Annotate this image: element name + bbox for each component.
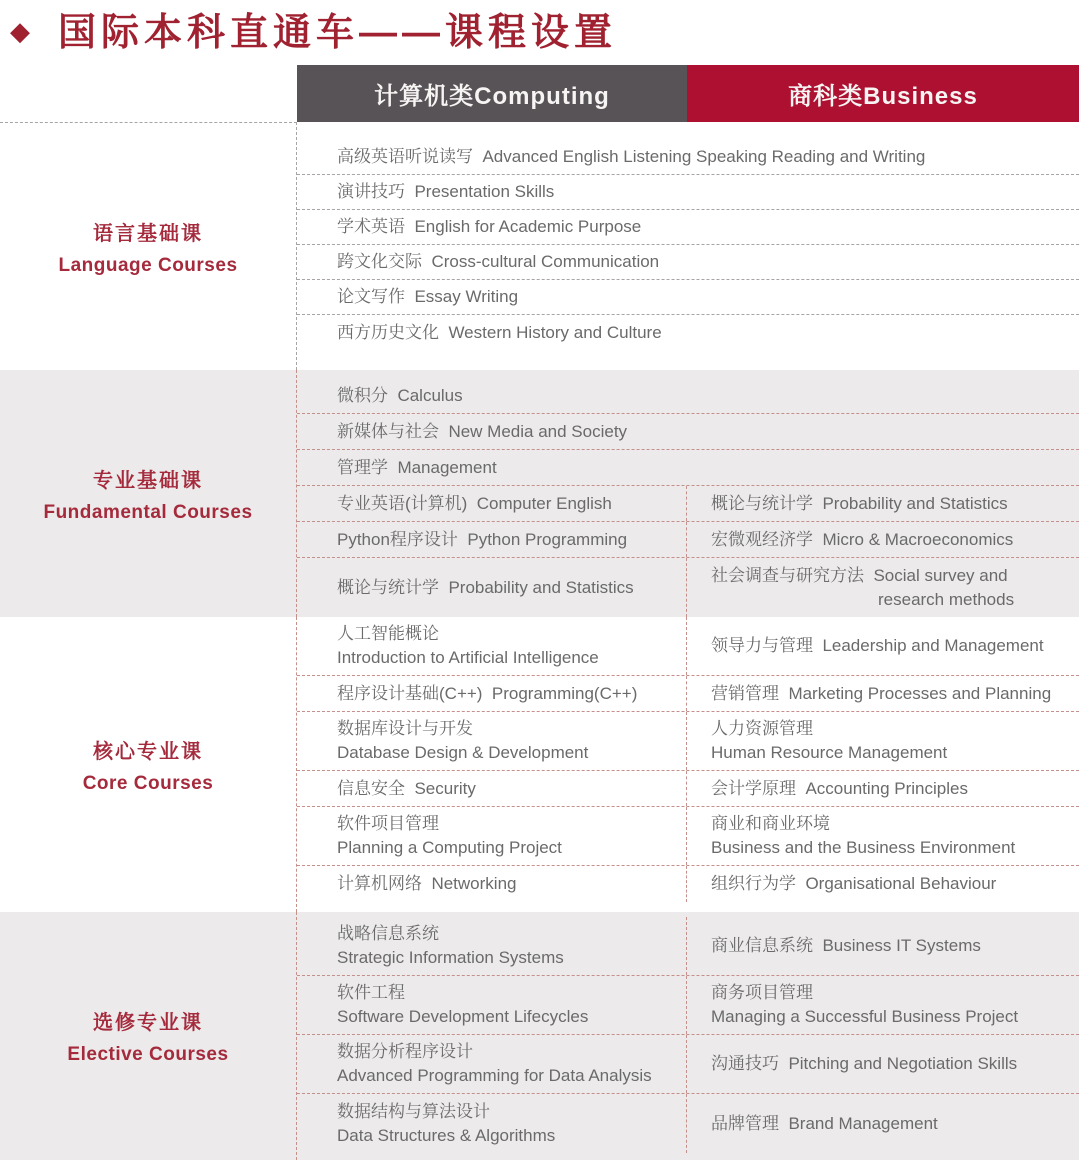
course-cell: [297, 378, 1079, 413]
course-cell: [297, 140, 1079, 174]
course-cell: [687, 676, 1079, 711]
course-cell: [297, 1035, 687, 1093]
section-label-fundamental: [0, 370, 297, 617]
course-text: 学术英语 English for Academic Purpose: [337, 217, 642, 236]
course-text: 数据分析程序设计: [337, 1042, 473, 1061]
course-cell: [297, 676, 687, 711]
course-text: 新媒体与社会 New Media and Society: [337, 421, 628, 441]
table-row: [297, 450, 1079, 486]
course-text: Python程序设计 Python Programming: [337, 529, 628, 549]
course-cell: [297, 807, 687, 865]
table-row: [297, 210, 1079, 245]
course-cell: [297, 315, 1079, 350]
table-row: [297, 558, 1079, 617]
course-text: 微积分 Calculus: [337, 385, 463, 405]
course-text: Advanced Programming for Data Analysis: [337, 1066, 652, 1085]
course-text: 软件工程: [337, 983, 405, 1002]
course-text: 计算机网络 Networking: [337, 874, 517, 893]
course-cell: [297, 558, 687, 617]
course-text: Human Resource Management: [711, 743, 948, 762]
section-rows: [297, 370, 1079, 617]
table-row: [297, 976, 1079, 1035]
course-text: 信息安全 Security: [337, 778, 476, 798]
section-rows: [297, 617, 1079, 912]
section-core: [0, 617, 1079, 912]
course-cell: [687, 486, 1079, 521]
section-language: [0, 122, 1079, 370]
course-cell: [687, 558, 1079, 617]
course-text: 领导力与管理 Leadership and Management: [711, 636, 1044, 655]
course-text: Introduction to Artificial Intelligence: [337, 648, 599, 667]
section-label-en: Core Courses: [82, 772, 214, 794]
table-row: [297, 807, 1079, 866]
course-text: 高级英语听说读写 Advanced English Listening Speaking Reading and Writing: [337, 147, 926, 166]
course-cell: [297, 450, 1079, 485]
column-header-business: 商科类Business: [687, 65, 1079, 122]
table-row: [297, 866, 1079, 902]
table-row: [297, 486, 1079, 522]
course-cell: [687, 712, 1079, 770]
section-label-zh: 核心专业课: [93, 740, 203, 763]
course-cell: [297, 866, 687, 902]
section-label-en: Language Courses: [58, 254, 238, 276]
course-text: Database Design & Development: [337, 743, 589, 762]
course-cell: [297, 976, 687, 1034]
course-text: 会计学原理 Accounting Principles: [711, 778, 968, 798]
course-cell: [297, 414, 1079, 449]
course-text: 营销管理 Marketing Processes and Planning: [711, 683, 1052, 703]
course-cell: [687, 917, 1079, 975]
course-text: 沟通技巧 Pitching and Negotiation Skills: [711, 1054, 1018, 1073]
course-cell: [687, 807, 1079, 865]
course-cell: [297, 617, 687, 675]
section-label-en: Fundamental Courses: [43, 501, 253, 523]
course-text: 演讲技巧 Presentation Skills: [337, 182, 555, 201]
course-text: 专业英语(计算机) Computer English: [337, 493, 612, 513]
course-text: 论文写作 Essay Writing: [337, 287, 519, 306]
course-text: 软件项目管理: [337, 814, 439, 833]
course-text: 管理学 Management: [337, 457, 497, 477]
course-text: 概论与统计学 Probability and Statistics: [337, 577, 634, 597]
table-row: [297, 378, 1079, 414]
course-text: 概论与统计学 Probability and Statistics: [711, 493, 1008, 513]
course-cell: [297, 175, 1079, 209]
course-cell: [687, 976, 1079, 1034]
course-text: 商业信息系统 Business IT Systems: [711, 936, 981, 955]
table-row: [297, 676, 1079, 712]
course-text: Managing a Successful Business Project: [711, 1007, 1019, 1026]
table-row: [297, 245, 1079, 280]
section-label-language: [0, 122, 297, 370]
course-cell: [297, 486, 687, 521]
course-text: 品牌管理 Brand Management: [711, 1113, 938, 1133]
course-text: 程序设计基础(C++) Programming(C++): [337, 683, 638, 703]
course-cell: [297, 917, 687, 975]
course-cell: [687, 1094, 1079, 1153]
section-label-zh: 选修专业课: [93, 1012, 203, 1034]
section-label-elective: [0, 912, 297, 1160]
course-text: 人工智能概论: [337, 624, 439, 643]
course-text: 数据库设计与开发: [337, 719, 473, 738]
page-title: 国际本科直通车——课程设置: [58, 11, 618, 54]
table-row: [297, 175, 1079, 210]
course-text: 人力资源管理: [711, 719, 813, 738]
table-row: [297, 1035, 1079, 1094]
diamond-bullet-icon: ◆: [10, 15, 30, 46]
course-cell: [297, 771, 687, 806]
table-body: [0, 122, 1079, 1160]
course-text: 数据结构与算法设计: [337, 1101, 490, 1121]
section-rows: [297, 912, 1079, 1160]
course-text: 社会调查与研究方法 Social survey and: [711, 565, 1008, 585]
section-fundamental: [0, 370, 1079, 617]
table-row: [297, 414, 1079, 450]
table-row: [297, 522, 1079, 558]
course-text: 商务项目管理: [711, 983, 813, 1002]
section-label-zh: 专业基础课: [93, 469, 203, 492]
column-header-computing: 计算机类Computing: [297, 65, 687, 122]
course-text: Strategic Information Systems: [337, 948, 564, 967]
course-cell: [297, 522, 687, 557]
section-label-en: Elective Courses: [67, 1044, 229, 1065]
course-text: 西方历史文化 Western History and Culture: [337, 322, 662, 342]
course-text: research methods: [878, 589, 1015, 609]
course-text: 战略信息系统: [337, 924, 439, 943]
course-cell: [687, 522, 1079, 557]
table-row: [297, 712, 1079, 771]
course-text: Business and the Business Environment: [711, 838, 1016, 857]
course-text: 跨文化交际 Cross-cultural Communication: [337, 252, 660, 271]
course-cell: [297, 245, 1079, 279]
section-label-zh: 语言基础课: [93, 222, 203, 245]
section-elective: [0, 912, 1079, 1160]
course-text: 商业和商业环境: [711, 814, 830, 833]
table-row: [297, 917, 1079, 976]
course-text: 组织行为学 Organisational Behaviour: [711, 874, 997, 893]
table-row: [297, 771, 1079, 807]
course-cell: [687, 771, 1079, 806]
table-row: [297, 140, 1079, 175]
page-title-row: [0, 0, 1079, 65]
table-row: [297, 617, 1079, 676]
course-cell: [297, 280, 1079, 314]
course-cell: [687, 1035, 1079, 1093]
table-row: [297, 280, 1079, 315]
table-row: [297, 315, 1079, 350]
course-text: 宏微观经济学 Micro & Macroeconomics: [711, 529, 1014, 549]
section-rows: [297, 122, 1079, 370]
course-cell: [687, 866, 1079, 902]
course-cell: [297, 210, 1079, 244]
section-label-core: [0, 617, 297, 912]
course-text: Planning a Computing Project: [337, 838, 562, 857]
course-cell: [297, 712, 687, 770]
table-header-row: [297, 65, 1079, 122]
course-cell: [297, 1094, 687, 1153]
course-cell: [687, 617, 1079, 675]
table-row: [297, 1094, 1079, 1153]
course-text: Data Structures & Algorithms: [337, 1125, 556, 1145]
course-text: Software Development Lifecycles: [337, 1007, 589, 1026]
